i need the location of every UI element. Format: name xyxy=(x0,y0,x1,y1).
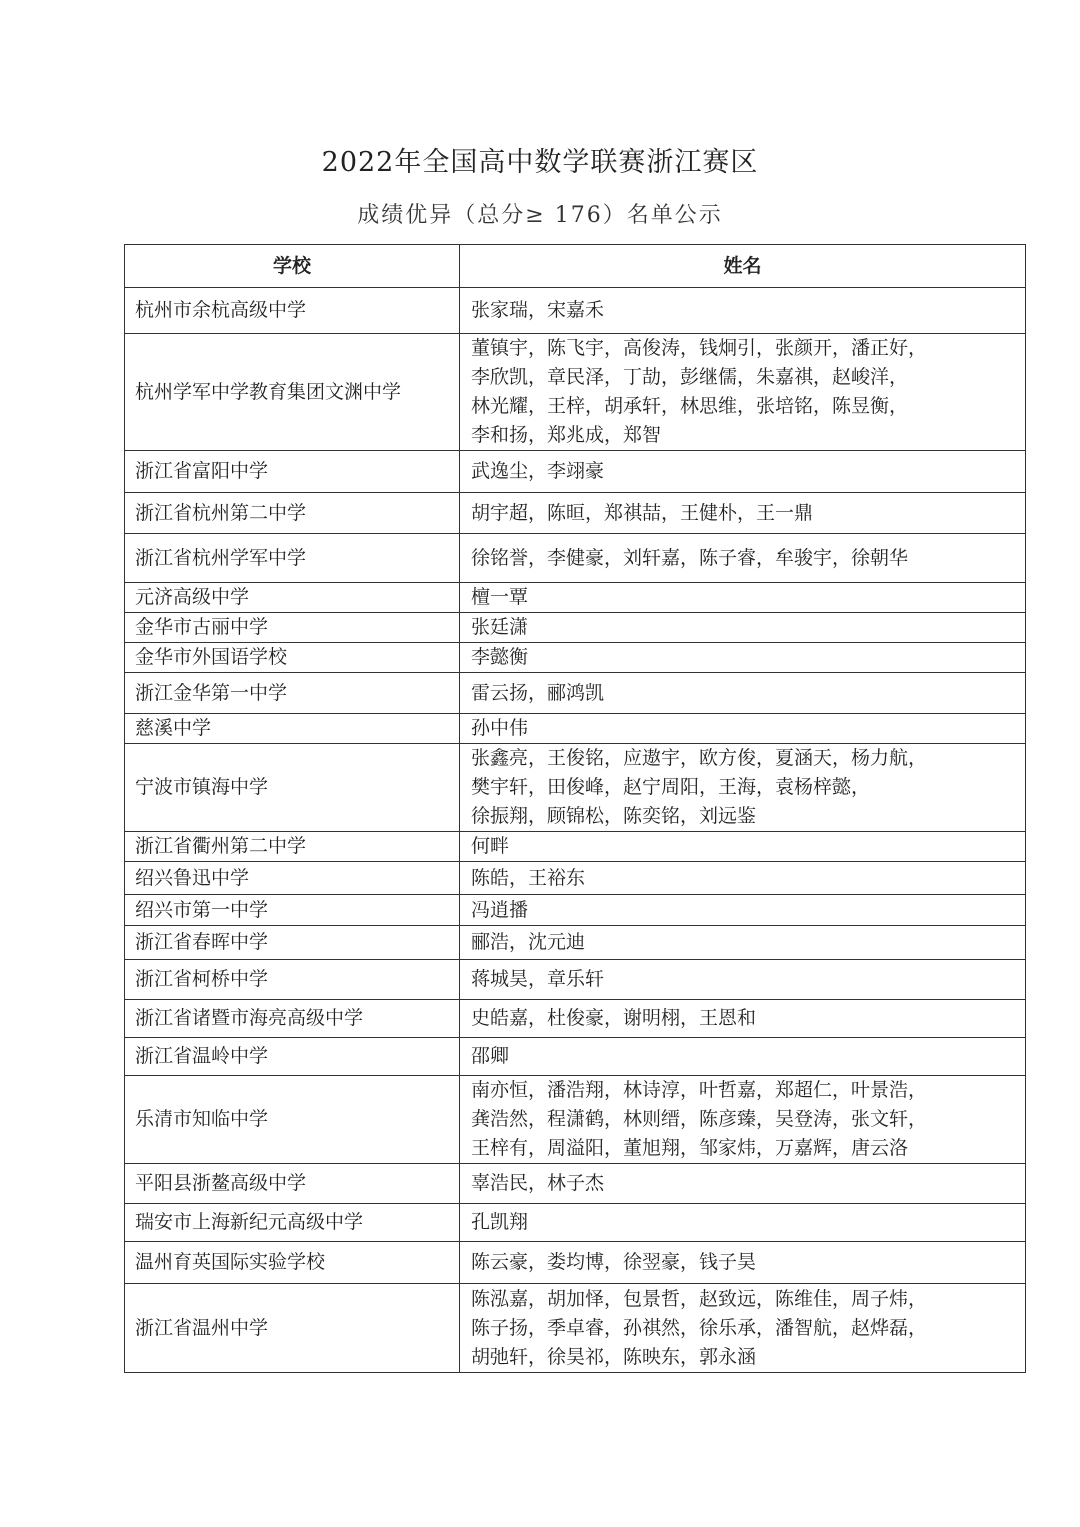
table-row xyxy=(125,832,1026,862)
names-cell xyxy=(460,1000,1026,1038)
table-row xyxy=(125,960,1026,1000)
results-table xyxy=(124,244,1026,1373)
names-line: 何畔 xyxy=(471,835,510,857)
names-cell xyxy=(460,673,1026,714)
school-cell: 浙江省杭州第二中学 xyxy=(125,493,460,534)
names-cell xyxy=(460,288,1026,334)
school-cell: 金华市古丽中学 xyxy=(125,613,460,643)
table-row xyxy=(125,1284,1026,1373)
table-row xyxy=(125,451,1026,493)
school-cell: 浙江省富阳中学 xyxy=(125,451,460,493)
school-cell: 绍兴鲁迅中学 xyxy=(125,862,460,895)
table-row xyxy=(125,673,1026,714)
names-line: 郦浩，沈元迪 xyxy=(471,931,586,953)
names-line: 李和扬，郑兆成，郑智 xyxy=(471,424,662,446)
names-line: 武逸尘，李翊豪 xyxy=(471,460,605,482)
table-row xyxy=(125,583,1026,613)
school-cell: 平阳县浙鳌高级中学 xyxy=(125,1164,460,1204)
school-cell: 绍兴市第一中学 xyxy=(125,895,460,926)
names-cell xyxy=(460,334,1026,451)
school-cell: 浙江省柯桥中学 xyxy=(125,960,460,1000)
names-cell xyxy=(460,451,1026,493)
header-names: 姓名 xyxy=(460,245,1026,288)
names-cell xyxy=(460,832,1026,862)
names-line: 南亦恒，潘浩翔，林诗淳，叶哲嘉，郑超仁，叶景浩， xyxy=(471,1079,928,1101)
names-cell xyxy=(460,1076,1026,1164)
names-line: 张家瑞，宋嘉禾 xyxy=(471,299,605,321)
names-line: 李欣凯，章民泽，丁劼，彭继儒，朱嘉祺，赵峻洋， xyxy=(471,366,909,388)
header-school: 学校 xyxy=(125,245,460,288)
names-line: 蒋城昊，章乐轩 xyxy=(471,968,605,990)
table-row xyxy=(125,1204,1026,1242)
names-line: 胡弛轩，徐昊祁，陈映东，郭永涵 xyxy=(471,1345,757,1368)
names-cell xyxy=(460,1164,1026,1204)
school-cell: 乐清市知临中学 xyxy=(125,1076,460,1164)
school-cell: 浙江省杭州学军中学 xyxy=(125,534,460,583)
table-row xyxy=(125,334,1026,451)
school-cell: 杭州学军中学教育集团文渊中学 xyxy=(125,334,460,451)
names-line: 陈泓嘉，胡加怿，包景哲，赵致远，陈维佳，周子炜， xyxy=(471,1287,928,1310)
table-row xyxy=(125,613,1026,643)
table-row xyxy=(125,288,1026,334)
school-cell: 浙江金华第一中学 xyxy=(125,673,460,714)
school-cell: 瑞安市上海新纪元高级中学 xyxy=(125,1204,460,1242)
names-cell xyxy=(460,643,1026,673)
names-line: 邵卿 xyxy=(471,1045,510,1067)
table-row xyxy=(125,1000,1026,1038)
school-cell: 浙江省春晖中学 xyxy=(125,926,460,960)
table-row xyxy=(125,862,1026,895)
table-row xyxy=(125,534,1026,583)
table-row xyxy=(125,643,1026,673)
names-line: 龚浩然，程潇鹤，林则缙，陈彦臻，吴登涛，张文轩， xyxy=(471,1108,928,1130)
names-line: 辜浩民，林子杰 xyxy=(471,1172,605,1194)
table-row xyxy=(125,714,1026,744)
names-line: 孔凯翔 xyxy=(471,1211,529,1233)
names-line: 陈子扬，季卓睿，孙祺然，徐乐承，潘智航，赵烨磊， xyxy=(471,1316,928,1339)
school-cell: 元济高级中学 xyxy=(125,583,460,613)
school-cell: 温州育英国际实验学校 xyxy=(125,1242,460,1284)
document-subtitle: 成绩优异（总分≥ 176）名单公示 xyxy=(357,203,723,228)
names-cell xyxy=(460,583,1026,613)
names-line: 陈皓，王裕东 xyxy=(471,866,586,889)
table-row xyxy=(125,1038,1026,1076)
names-cell xyxy=(460,1284,1026,1373)
names-line: 孙中伟 xyxy=(471,717,529,739)
school-cell: 宁波市镇海中学 xyxy=(125,744,460,832)
names-line: 董镇宇，陈飞宇，高俊涛，钱炯引，张颜开，潘正好， xyxy=(471,337,928,359)
names-cell xyxy=(460,613,1026,643)
names-line: 徐振翔，顾锦松，陈奕铭，刘远鉴 xyxy=(471,805,757,827)
table-body xyxy=(125,288,1026,1373)
names-line: 檀一覃 xyxy=(471,586,529,608)
table-header-row xyxy=(125,245,1026,288)
document-title: 2022年全国高中数学联赛浙江赛区 xyxy=(321,147,759,178)
school-cell: 杭州市余杭高级中学 xyxy=(125,288,460,334)
names-line: 樊宇轩，田俊峰，赵宁周阳，王海，袁杨梓懿， xyxy=(471,776,871,798)
table-row xyxy=(125,1242,1026,1284)
table-row xyxy=(125,744,1026,832)
names-line: 张廷潇 xyxy=(471,616,529,638)
names-cell xyxy=(460,714,1026,744)
names-line: 林光耀，王梓，胡承轩，林思维，张培铭，陈昱衡， xyxy=(471,395,909,417)
school-cell: 浙江省温岭中学 xyxy=(125,1038,460,1076)
school-cell: 浙江省诸暨市海亮高级中学 xyxy=(125,1000,460,1038)
school-cell: 金华市外国语学校 xyxy=(125,643,460,673)
names-cell xyxy=(460,493,1026,534)
names-cell xyxy=(460,1242,1026,1284)
table-row xyxy=(125,926,1026,960)
school-cell: 浙江省温州中学 xyxy=(125,1284,460,1373)
names-line: 胡宇超，陈晅，郑祺喆，王健朴，王一鼎 xyxy=(471,501,814,524)
table-row xyxy=(125,1076,1026,1164)
names-line: 王梓有，周溢阳，董旭翔，邹家炜，万嘉辉，唐云洛 xyxy=(471,1137,909,1159)
names-cell xyxy=(460,744,1026,832)
names-cell xyxy=(460,534,1026,583)
names-cell xyxy=(460,1038,1026,1076)
school-cell: 浙江省衢州第二中学 xyxy=(125,832,460,862)
names-cell xyxy=(460,862,1026,895)
table-row xyxy=(125,1164,1026,1204)
table-row xyxy=(125,493,1026,534)
names-line: 李懿衡 xyxy=(471,646,529,668)
names-line: 徐铭誉，李健豪，刘轩嘉，陈子睿，牟骏宇，徐朝华 xyxy=(471,546,909,569)
table-row xyxy=(125,895,1026,926)
names-line: 陈云豪，娄均博，徐翌豪，钱子昊 xyxy=(471,1251,757,1273)
school-cell: 慈溪中学 xyxy=(125,714,460,744)
names-cell xyxy=(460,960,1026,1000)
names-line: 史皓嘉，杜俊豪，谢明栩，王恩和 xyxy=(471,1007,757,1029)
names-line: 冯逍播 xyxy=(471,898,529,921)
names-line: 张鑫亮，王俊铭，应遨宇，欧方俊，夏涵天，杨力航， xyxy=(471,747,928,769)
names-cell xyxy=(460,1204,1026,1242)
names-cell xyxy=(460,926,1026,960)
names-cell xyxy=(460,895,1026,926)
names-line: 雷云扬，郦鸿凯 xyxy=(471,681,605,704)
